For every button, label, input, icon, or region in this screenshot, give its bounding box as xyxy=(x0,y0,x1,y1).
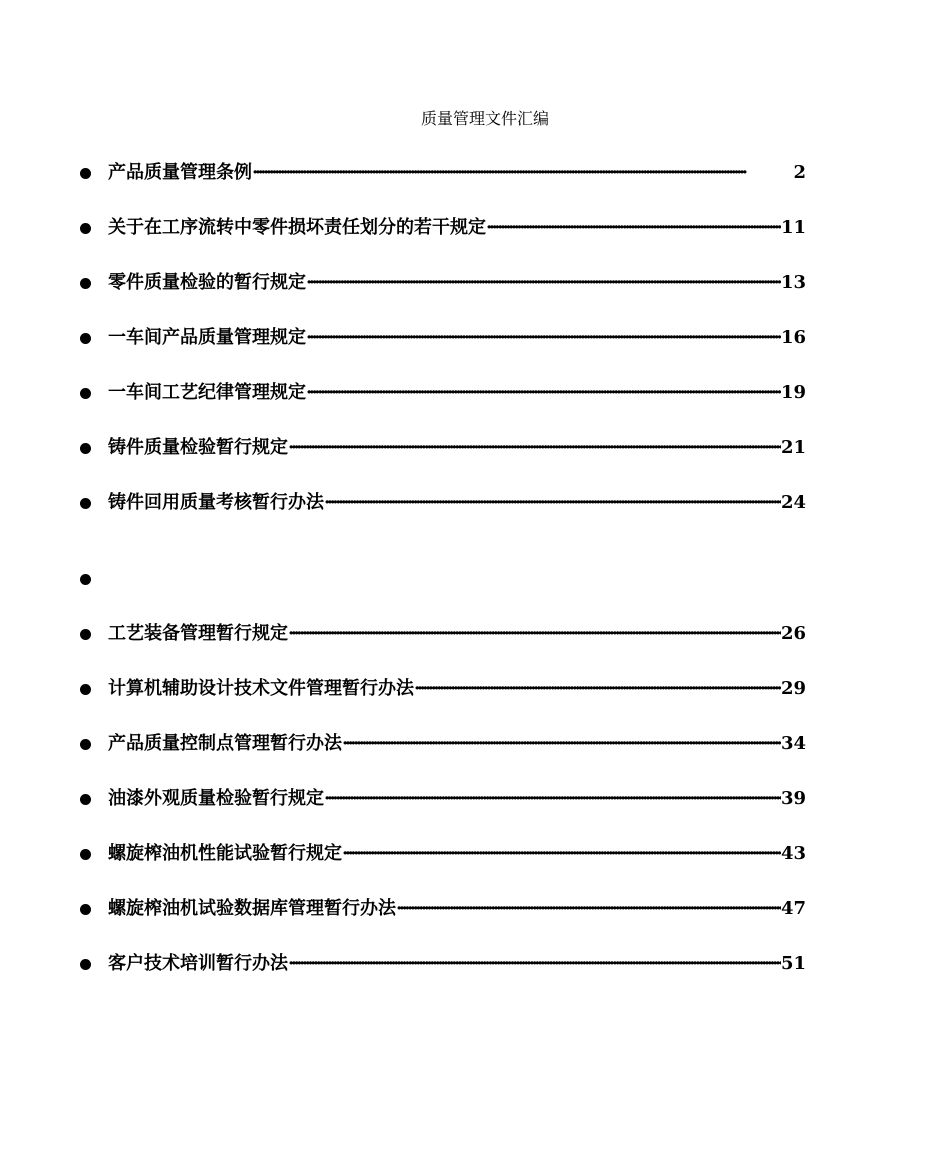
toc-entry[interactable] xyxy=(80,952,806,976)
toc-entry-page: 39 xyxy=(780,788,806,809)
dot-leader xyxy=(288,952,781,976)
toc-entry-page: 24 xyxy=(780,492,806,513)
dot-leader xyxy=(288,436,781,460)
dot-leader xyxy=(252,161,783,185)
toc-entry-title: 一车间产品质量管理规定 xyxy=(108,327,306,348)
bullet-icon xyxy=(80,223,91,234)
bullet-icon xyxy=(80,498,91,509)
toc-entry-page: 2 xyxy=(793,162,806,183)
dot-leader xyxy=(396,897,781,921)
bullet-icon xyxy=(80,388,91,399)
bullet-icon xyxy=(80,849,91,860)
toc-entry-title: 关于在工序流转中零件损坏责任划分的若干规定 xyxy=(108,217,486,238)
toc-entry-title: 铸件质量检验暂行规定 xyxy=(108,437,288,458)
toc-entry[interactable] xyxy=(80,436,806,460)
document-title: 质量管理文件汇编 xyxy=(420,109,549,128)
toc-entry-page: 34 xyxy=(780,733,806,754)
toc-entry-page: 11 xyxy=(780,217,806,238)
dot-leader xyxy=(324,787,781,811)
toc-entry[interactable] xyxy=(80,216,806,240)
bullet-icon xyxy=(80,794,91,805)
toc-entry-title: 客户技术培训暂行办法 xyxy=(108,953,288,974)
toc-entry[interactable] xyxy=(80,326,806,350)
toc-entry-title: 螺旋榨油机试验数据库管理暂行办法 xyxy=(108,898,396,919)
toc-entry-page: 51 xyxy=(780,953,806,974)
bullet-icon xyxy=(80,168,91,179)
bullet-icon xyxy=(80,443,91,454)
toc-entry[interactable] xyxy=(80,897,806,921)
toc-entry-title: 一车间工艺纪律管理规定 xyxy=(108,382,306,403)
dot-leader xyxy=(414,677,781,701)
toc-entry-page: 43 xyxy=(780,843,806,864)
dot-leader xyxy=(306,271,781,295)
toc-entry-page: 13 xyxy=(780,272,806,293)
dot-leader xyxy=(306,381,781,405)
dot-leader xyxy=(342,732,781,756)
toc-entry-page: 47 xyxy=(780,898,806,919)
toc-entry[interactable] xyxy=(80,787,806,811)
toc-entry-page: 26 xyxy=(780,623,806,644)
toc-entry[interactable] xyxy=(80,381,806,405)
toc-entry-page: 29 xyxy=(780,678,806,699)
bullet-icon xyxy=(80,959,91,970)
bullet-icon xyxy=(80,739,91,750)
toc-entry[interactable] xyxy=(80,491,806,515)
toc-entry[interactable] xyxy=(80,622,806,646)
toc-entry-page: 19 xyxy=(780,382,806,403)
bullet-icon xyxy=(80,333,91,344)
toc-entry-title: 铸件回用质量考核暂行办法 xyxy=(108,492,324,513)
toc-entry[interactable] xyxy=(80,732,806,756)
dot-leader xyxy=(324,491,781,515)
bullet-icon xyxy=(80,278,91,289)
dot-leader xyxy=(342,842,781,866)
dot-leader xyxy=(306,326,781,350)
toc-entry-title: 螺旋榨油机性能试验暂行规定 xyxy=(108,843,342,864)
toc-entry-title: 计算机辅助设计技术文件管理暂行办法 xyxy=(108,678,414,699)
toc-entry-page: 21 xyxy=(780,437,806,458)
toc-entry[interactable] xyxy=(80,271,806,295)
bullet-icon xyxy=(80,629,91,640)
bullet-icon xyxy=(80,904,91,915)
toc-entry-empty xyxy=(80,567,806,591)
bullet-icon xyxy=(80,684,91,695)
toc-entry-page: 16 xyxy=(780,327,806,348)
toc-entry-title: 产品质量管理条例 xyxy=(108,162,252,183)
toc-entry[interactable] xyxy=(80,161,806,185)
toc-entry-title: 零件质量检验的暂行规定 xyxy=(108,272,306,293)
dot-leader xyxy=(288,622,781,646)
toc-entry-title: 产品质量控制点管理暂行办法 xyxy=(108,733,342,754)
toc-entry[interactable] xyxy=(80,842,806,866)
dot-leader xyxy=(486,216,781,240)
toc-entry-title: 油漆外观质量检验暂行规定 xyxy=(108,788,324,809)
toc-entry-title: 工艺装备管理暂行规定 xyxy=(108,623,288,644)
toc-entry[interactable] xyxy=(80,677,806,701)
bullet-icon xyxy=(80,574,91,585)
